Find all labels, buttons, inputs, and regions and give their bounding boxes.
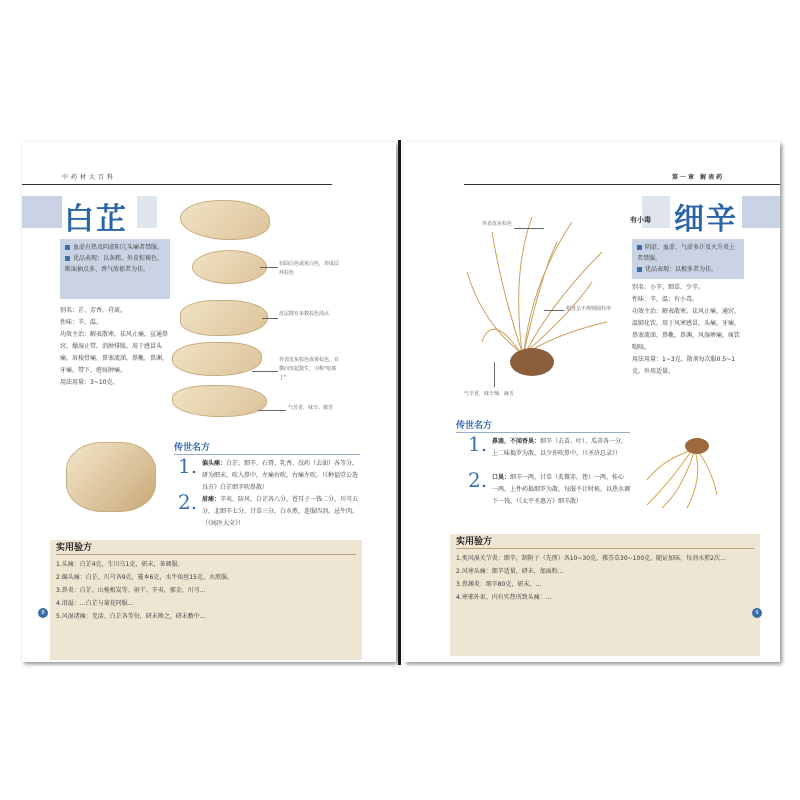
right-page — [404, 142, 780, 662]
caption-leader-line — [260, 267, 278, 268]
left-remedy-title: 实用验方 — [56, 543, 93, 553]
left-caption: 气芳香，味辛、微苦 — [288, 405, 334, 411]
caption-leader-line — [514, 228, 544, 229]
right-caption: 根茎呈不规则圆柱形 — [566, 306, 612, 312]
remedy-item: 4.泪溢：…白芷与菊花同服… — [56, 600, 134, 607]
right-caption: 外表皮灰棕色 — [482, 221, 513, 227]
caption-leader-line — [494, 362, 495, 387]
left-remedy-list — [56, 558, 356, 623]
toxicity-tag: 有小毒 — [630, 216, 651, 224]
right-quality-text: 优品表现：以根多者为佳。 — [645, 266, 718, 273]
left-page — [22, 142, 396, 662]
recipe-name: 偏头痛： — [202, 460, 227, 467]
caption-leader-line — [252, 371, 278, 372]
right-recipe-2 — [492, 472, 630, 508]
right-alias: 别名：小辛、细草、少辛。 — [632, 284, 705, 291]
baizhi-slice-image — [180, 200, 270, 240]
baizhi-slice-image — [180, 300, 268, 336]
left-title-band-tail — [137, 196, 157, 228]
right-header-title: 解表药 — [700, 174, 725, 181]
remedy-item: 3.鼻渊炎：细辛80克，研末，… — [456, 581, 542, 588]
left-header-rule — [22, 184, 332, 185]
left-caption: 外表皮灰棕色或黄棕色，有横向突起散生，习称"疙瘩丁" — [279, 357, 340, 381]
right-caution-line — [637, 242, 739, 264]
recipe-text: 细辛一两，甘草（炙微赤，锉）一两，桂心一两，上件药捣细罗为散，每服不计时候，以热水调下一钱。（《太平圣惠方》细辛散） — [492, 474, 631, 505]
right-caution-box — [632, 239, 744, 279]
bullet-square-icon — [65, 256, 70, 261]
recipe-text: 白芷、细辛、石膏、乳香、没药（去油）各等分，研为细末，吹入鼻中，左痛右吹，右痛左吹。（《种福堂公选良方》白芷细辛吹鼻散） — [202, 460, 359, 491]
left-caption: 切面白色或灰白色，形成层环棕色 — [279, 261, 340, 276]
left-caution-text: 血虚有热及阴虚阳亢头痛者禁服。 — [73, 244, 164, 251]
left-title-band — [22, 196, 62, 228]
recipe-number: 1. — [178, 454, 198, 478]
recipe-text: 辛夷、防风、白芷各八分，苍耳子一钱二分，川芎五分，北细辛七分，甘草三分，白水煎，连服四剂。忌牛肉。（《疡医大全》） — [202, 496, 359, 527]
left-page-number: 8 — [38, 608, 48, 618]
caption-leader-line — [258, 410, 286, 411]
left-caution-line — [65, 242, 165, 253]
right-caption: 气辛香，味辛辣，麻舌 — [464, 391, 515, 397]
remedy-item: 4.寒邪外束、内有实热所致头痛：… — [456, 594, 552, 601]
bullet-square-icon — [637, 267, 642, 272]
left-running-header: 中药材大百科 — [62, 174, 117, 181]
right-quality-line — [637, 264, 739, 275]
remedy-item: 1.头痛：白芷4克，生川乌1克，研末，茶调服。 — [56, 561, 184, 568]
right-header-chapter: 第一章 — [672, 174, 697, 181]
right-caution-text: 阴虚、血虚、气虚多汗及火升炎上者禁服。 — [637, 244, 736, 262]
right-header-rule — [464, 184, 780, 185]
baizhi-slice-image — [172, 385, 267, 417]
right-nature: 性味：辛，温；有小毒。 — [632, 296, 699, 303]
baizhi-slice-image — [172, 342, 262, 376]
bullet-square-icon — [637, 245, 642, 250]
remedy-item: 3.鼻炎：白芷、山栀根炭等、射干、辛夷、郁金、川芎… — [56, 587, 206, 594]
left-recipe-2 — [202, 494, 360, 530]
recipe-name: 眉痛： — [202, 496, 221, 503]
left-caption: 皮层散有多数棕色油点 — [279, 311, 330, 317]
recipe-name: 鼻塞，不闻香臭： — [492, 438, 541, 445]
right-famous-title: 传世名方 — [456, 421, 493, 431]
right-recipe-1 — [492, 436, 630, 460]
caption-leader-line — [262, 318, 278, 319]
left-nature: 性味：辛，温。 — [60, 319, 103, 326]
recipe-text: 细辛（去苗、叶）、瓜蒂各一分，上二味捣罗为散，以少许吹鼻中。（《圣济总录》） — [492, 438, 628, 457]
book-spine — [398, 140, 401, 665]
right-remedy-list — [456, 552, 754, 604]
right-efficacy: 功效主治：解表散寒，祛风止痛，通窍，温肺化饮。用于风寒感冒，头痛，牙痛，鼻塞流涕，鼻鼽，鼻渊，风湿痹痛，痰饮喘咳。 — [632, 308, 741, 351]
recipe-number: 2. — [178, 490, 198, 514]
left-body-text — [60, 305, 170, 389]
baizhi-slice-image — [192, 250, 267, 284]
left-caution-box — [60, 239, 170, 299]
right-title-band — [742, 196, 780, 228]
right-body-text — [632, 282, 744, 378]
left-section-rule — [174, 454, 360, 455]
recipe-name: 口臭： — [492, 474, 511, 481]
baizhi-pile-image — [66, 442, 156, 512]
remedy-item: 2.风寒头痛：细辛适量，研末，加面粉… — [456, 568, 564, 575]
left-quality-line — [65, 253, 165, 275]
left-alias: 别名：芷、芳香、苻蓠。 — [60, 307, 127, 314]
left-famous-title: 传世名方 — [174, 443, 211, 453]
herb-title-baizhi: 白芷 — [64, 202, 128, 237]
caption-leader-line — [544, 310, 564, 311]
recipe-number: 1. — [468, 432, 488, 456]
right-dosage: 用法用量：1~3克。散剂每次服0.5~1克。外用适量。 — [632, 356, 736, 375]
right-page-number: 9 — [752, 608, 762, 618]
xixin-small-root-image — [642, 420, 722, 510]
left-recipe-1 — [202, 458, 360, 494]
remedy-item: 1.类风湿关节炎：细辛，制附子（先煎）各10~30克，豨莶草30~100克，随证加味，每剂水煎2次… — [456, 555, 726, 562]
remedy-item: 5.风湿诸痛：羌活、白芷各等份，研末掺之，研末敷中… — [56, 613, 206, 620]
right-remedy-rule — [456, 548, 754, 549]
left-efficacy: 功效主治：解表散寒，祛风止痛，宣通鼻窍，燥湿止带，消肿排脓。用于感冒头痛，眉棱骨痛，鼻塞流涕，鼻鼽，鼻渊，牙痛，带下，疮疡肿痛。 — [60, 331, 169, 374]
remedy-item: 2.偏头痛：白芷、川芎各9克，蔓本6克，水牛角丝15克，水煎服。 — [56, 574, 233, 581]
left-dosage: 用法用量：3~10克。 — [60, 379, 119, 386]
left-remedy-rule — [56, 554, 356, 555]
left-quality-text: 优品表现：以条粗、外皮棕褐色、断面抽点多、香气浓郁者为佳。 — [65, 255, 164, 273]
herb-title-xixin: 细辛 — [674, 202, 738, 237]
recipe-number: 2. — [468, 468, 488, 492]
right-remedy-title: 实用验方 — [456, 537, 493, 547]
bullet-square-icon — [65, 245, 70, 250]
